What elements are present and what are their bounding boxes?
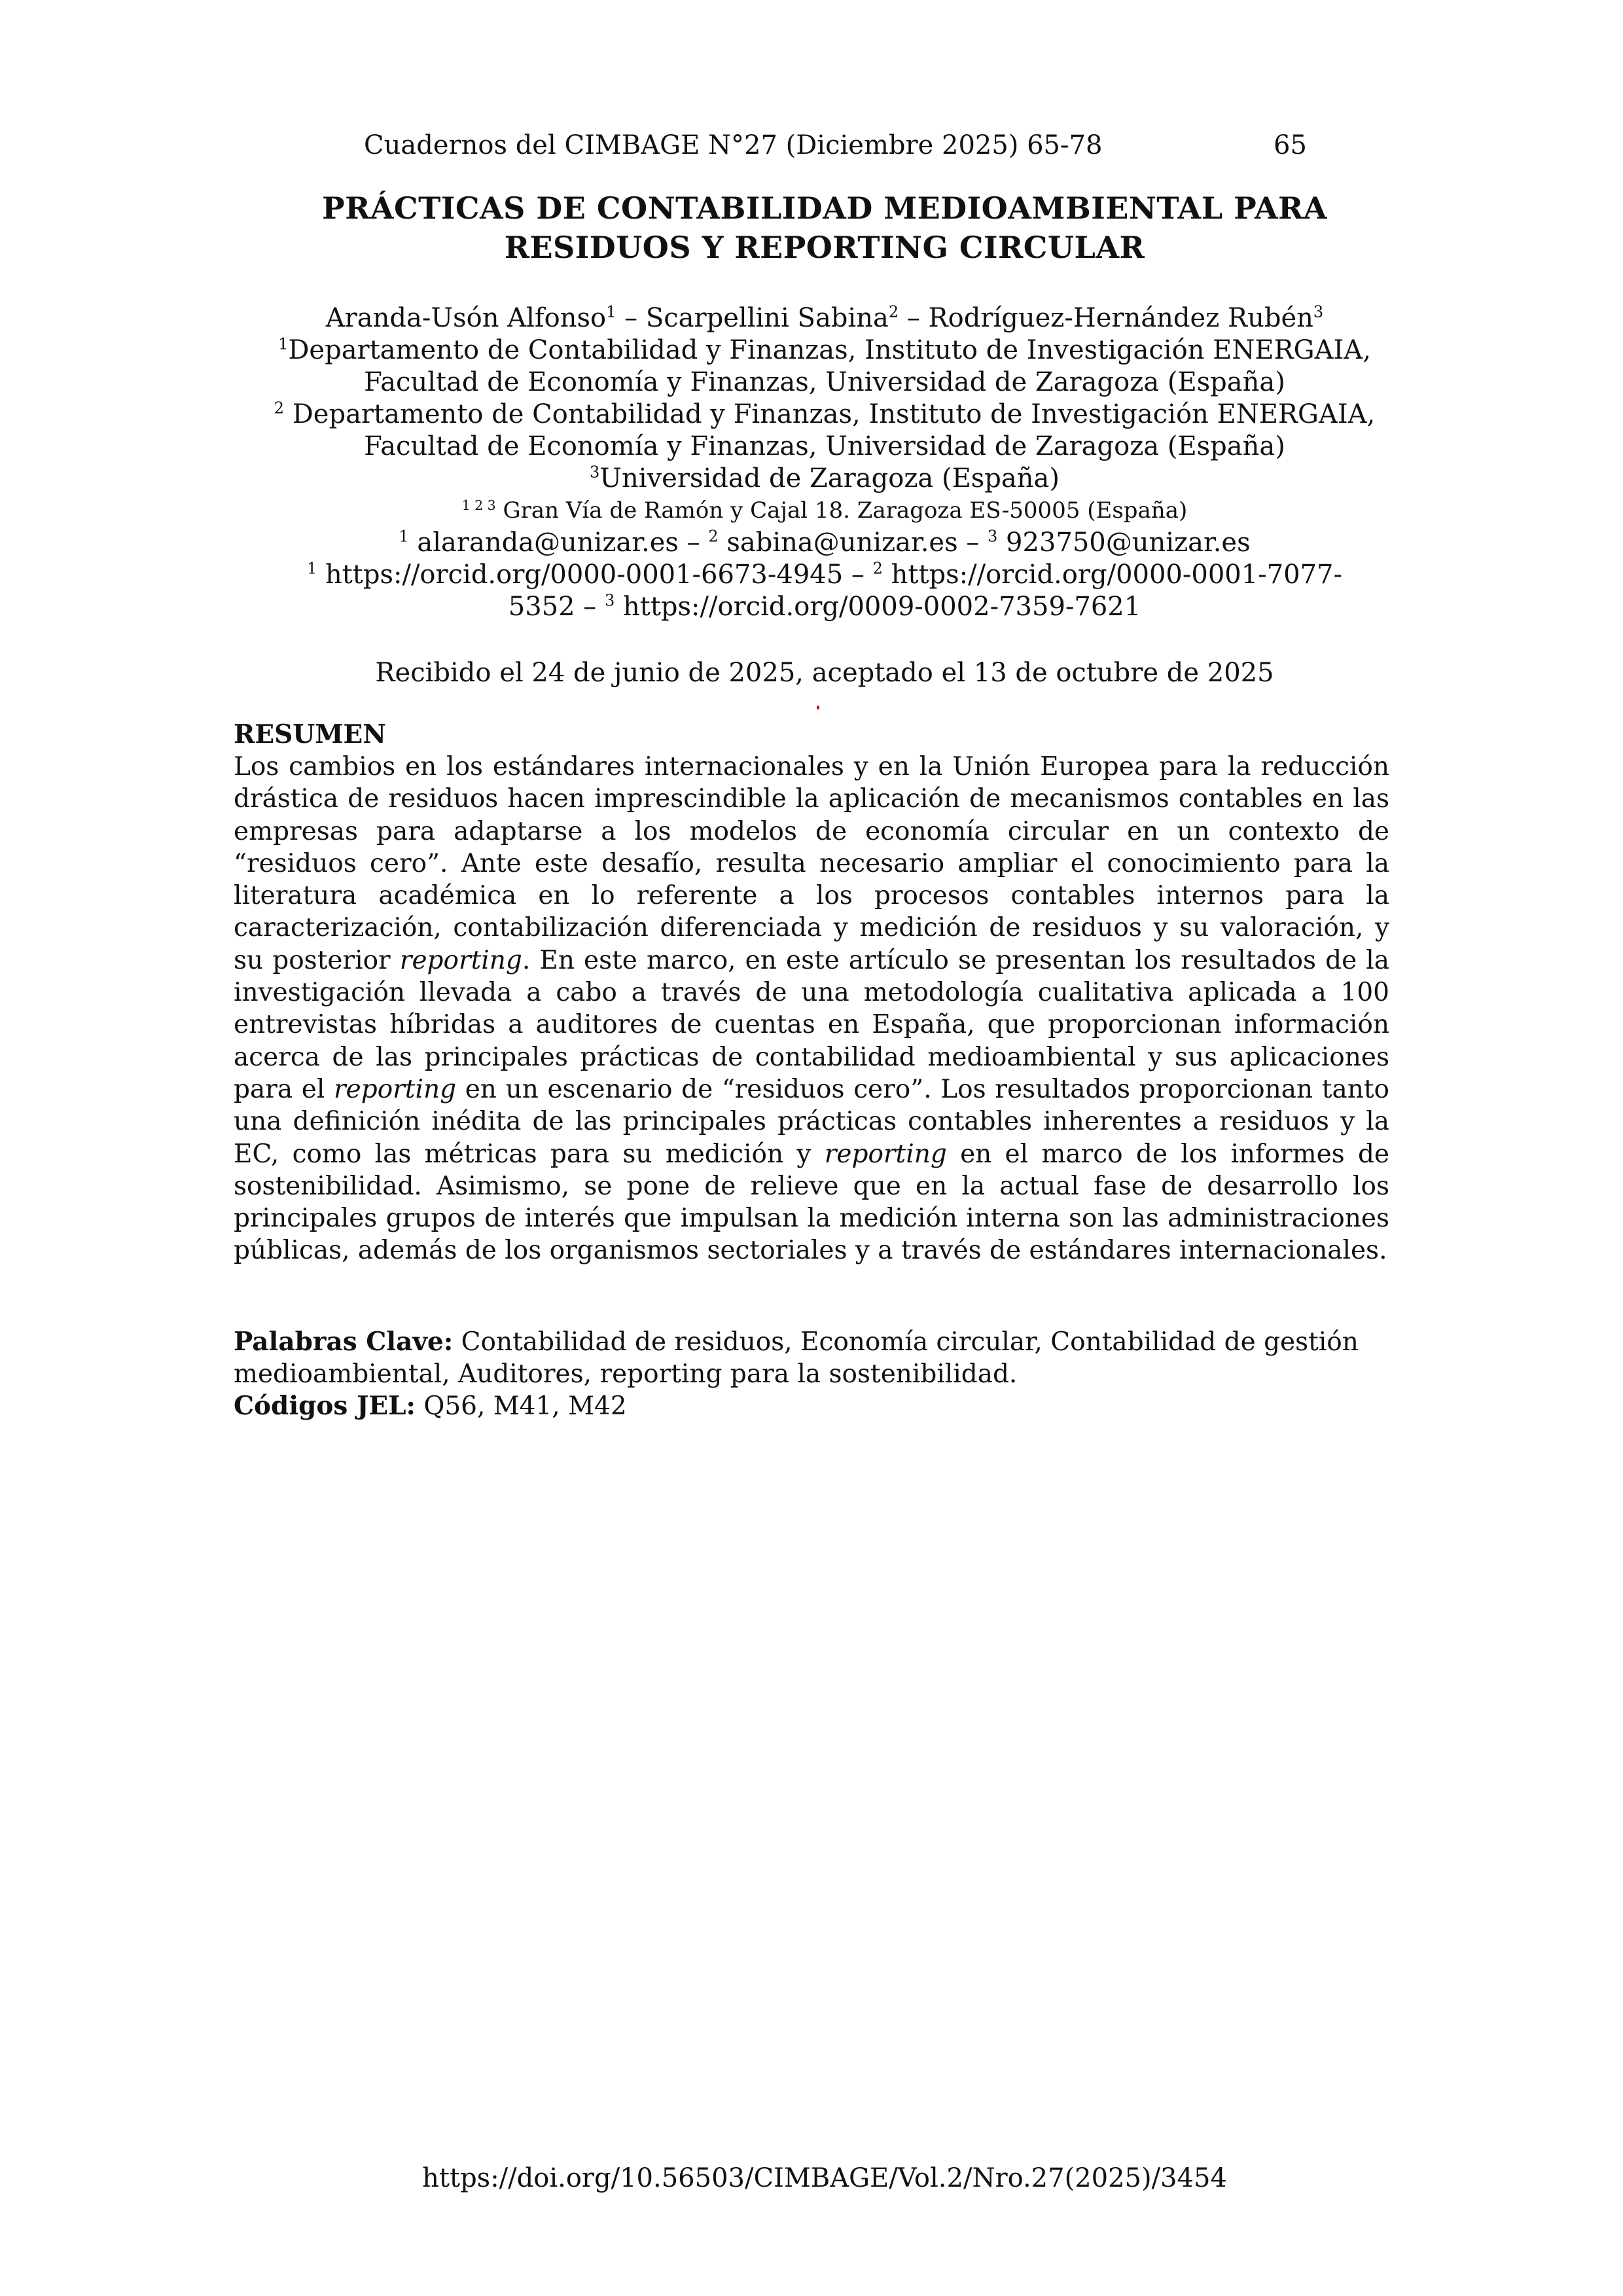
affiliation-1-cont: Facultad de Economía y Finanzas, Universidad de Zaragoza (España) [364, 367, 1285, 397]
email-link[interactable]: alaranda@unizar.es [408, 528, 679, 558]
keywords-line [234, 1326, 1389, 1390]
title-line-1: PRÁCTICAS DE CONTABILIDAD MEDIOAMBIENTAL PARA [322, 190, 1327, 226]
orcid-link[interactable]: https://orcid.org/0000-0001-6673-4945 [317, 560, 844, 590]
orcid-separator: – [843, 560, 873, 590]
author-name: Aranda-Usón Alfonso [325, 303, 607, 333]
orcid-link[interactable]: 5352 [508, 592, 575, 622]
received-dates: Recibido el 24 de junio de 2025, aceptado el 13 de octubre de 2025 [375, 658, 1274, 688]
title-line-2: RESIDUOS Y REPORTING CIRCULAR [504, 230, 1145, 265]
orcid-mark: 2 [872, 559, 883, 578]
page-number: 65 [1274, 130, 1307, 160]
address-marks: 1 2 3 [461, 497, 496, 513]
postal-address [223, 495, 1427, 527]
author-info [223, 302, 1427, 623]
affiliation-mark: 1 [278, 334, 289, 353]
orcid-link[interactable]: https://orcid.org/0009-0002-7359-7621 [615, 592, 1141, 622]
jel-value: Q56, M41, M42 [415, 1391, 627, 1421]
affiliation-mark: 2 [274, 399, 284, 418]
abstract-text: Los cambios en los estándares internacionales y en la Unión Europea para la reducción drástica de residuos hacen imprescindible la aplicación de mecanismos contables en las empresas para adaptarse a los modelos de economía circular en un contexto de “residuos cero”. Ante este desafío, resulta necesario ampliar el conocimiento para la literatura académica en lo referente a los procesos contables internos para la caracterización, contabilización diferenciada y medición de residuos y su valoración, y su posterior [234, 752, 1389, 975]
abstract-body [234, 751, 1389, 1267]
email-link[interactable]: sabina@unizar.es [718, 528, 958, 558]
doi-footer[interactable]: https://doi.org/10.56503/CIMBAGE/Vol.2/Nro.27(2025)/3454 [422, 2163, 1227, 2193]
keywords-label: Palabras Clave: [234, 1327, 454, 1357]
affiliation-text: Departamento de Contabilidad y Finanzas, Instituto de Investigación ENERGAIA, [284, 399, 1376, 429]
author-affiliation-mark: 3 [1313, 302, 1324, 321]
keywords-value: Contabilidad de residuos, Economía circular, Contabilidad de gestión medioambiental, Auditores, reporting para la sostenibilidad. [234, 1327, 1359, 1389]
red-dot-mark [817, 706, 819, 709]
abstract-text: . En este marco, en este artículo se presentan los resultados de la investigación llevada a cabo a través de una metodología cualitativa aplicada a 100 entrevistas híbridas a auditores de cuentas en España, que proporcionan información acerca de las principales prácticas de contabilidad medioambiental y sus aplicaciones para el [234, 945, 1389, 1104]
affiliation-3 [223, 463, 1427, 495]
abstract-italic-term: reporting [334, 1074, 457, 1104]
running-header [0, 126, 1623, 165]
email-mark: 3 [988, 527, 998, 546]
abstract-text: en el marco de los informes de sostenibilidad. Asimismo, se pone de relieve que en la actual fase de desarrollo los principales grupos de interés que impulsan la medición interna son las administraciones públicas, además de los organismos sectoriales y a través de estándares internacionales. [234, 1139, 1389, 1266]
orcid-mark: 1 [306, 559, 317, 578]
affiliation-2 [223, 399, 1427, 431]
email-mark: 1 [399, 527, 409, 546]
author-affiliation-mark: 1 [606, 302, 616, 321]
author-list [223, 302, 1427, 334]
article-title [223, 188, 1427, 267]
orcid-separator: – [575, 592, 605, 622]
email-separator: – [957, 528, 988, 558]
orcid-mark: 3 [605, 591, 615, 610]
affiliation-text: Universidad de Zaragoza (España) [599, 463, 1060, 493]
email-list [223, 527, 1427, 559]
affiliation-2-cont: Facultad de Economía y Finanzas, Universidad de Zaragoza (España) [364, 431, 1285, 461]
email-link[interactable]: 923750@unizar.es [997, 528, 1251, 558]
journal-citation: Cuadernos del CIMBAGE N°27 (Diciembre 2025) 65-78 [364, 130, 1103, 160]
orcid-line-2 [223, 591, 1427, 623]
keywords-section [234, 1326, 1389, 1422]
jel-codes-line [234, 1390, 1389, 1422]
author-affiliation-mark: 2 [888, 302, 899, 321]
orcid-line-1 [223, 559, 1427, 591]
email-separator: – [678, 528, 709, 558]
abstract-section [234, 719, 1389, 1267]
affiliation-1 [223, 334, 1427, 367]
author-separator: – [899, 303, 929, 333]
affiliation-text: Departamento de Contabilidad y Finanzas, Instituto de Investigación ENERGAIA, [288, 335, 1371, 365]
abstract-italic-term: reporting [824, 1139, 947, 1169]
author-separator: – [616, 303, 646, 333]
abstract-heading: RESUMEN [234, 719, 386, 749]
abstract-text: en un escenario de “residuos cero”. Los resultados proporcionan tanto una definición inédita de las principales prácticas contables inherentes a residuos y la EC, como las métricas para su medición y [234, 1074, 1389, 1169]
jel-label: Códigos JEL: [234, 1391, 416, 1421]
orcid-link[interactable]: https://orcid.org/0000-0001-7077- [882, 560, 1343, 590]
email-mark: 2 [708, 527, 719, 546]
abstract-italic-term: reporting [399, 945, 522, 975]
address-text: Gran Vía de Ramón y Cajal 18. Zaragoza ES-50005 (España) [495, 497, 1188, 524]
author-name: Rodríguez-Hernández Rubén [928, 303, 1313, 333]
author-name: Scarpellini Sabina [645, 303, 889, 333]
affiliation-mark: 3 [590, 463, 600, 482]
